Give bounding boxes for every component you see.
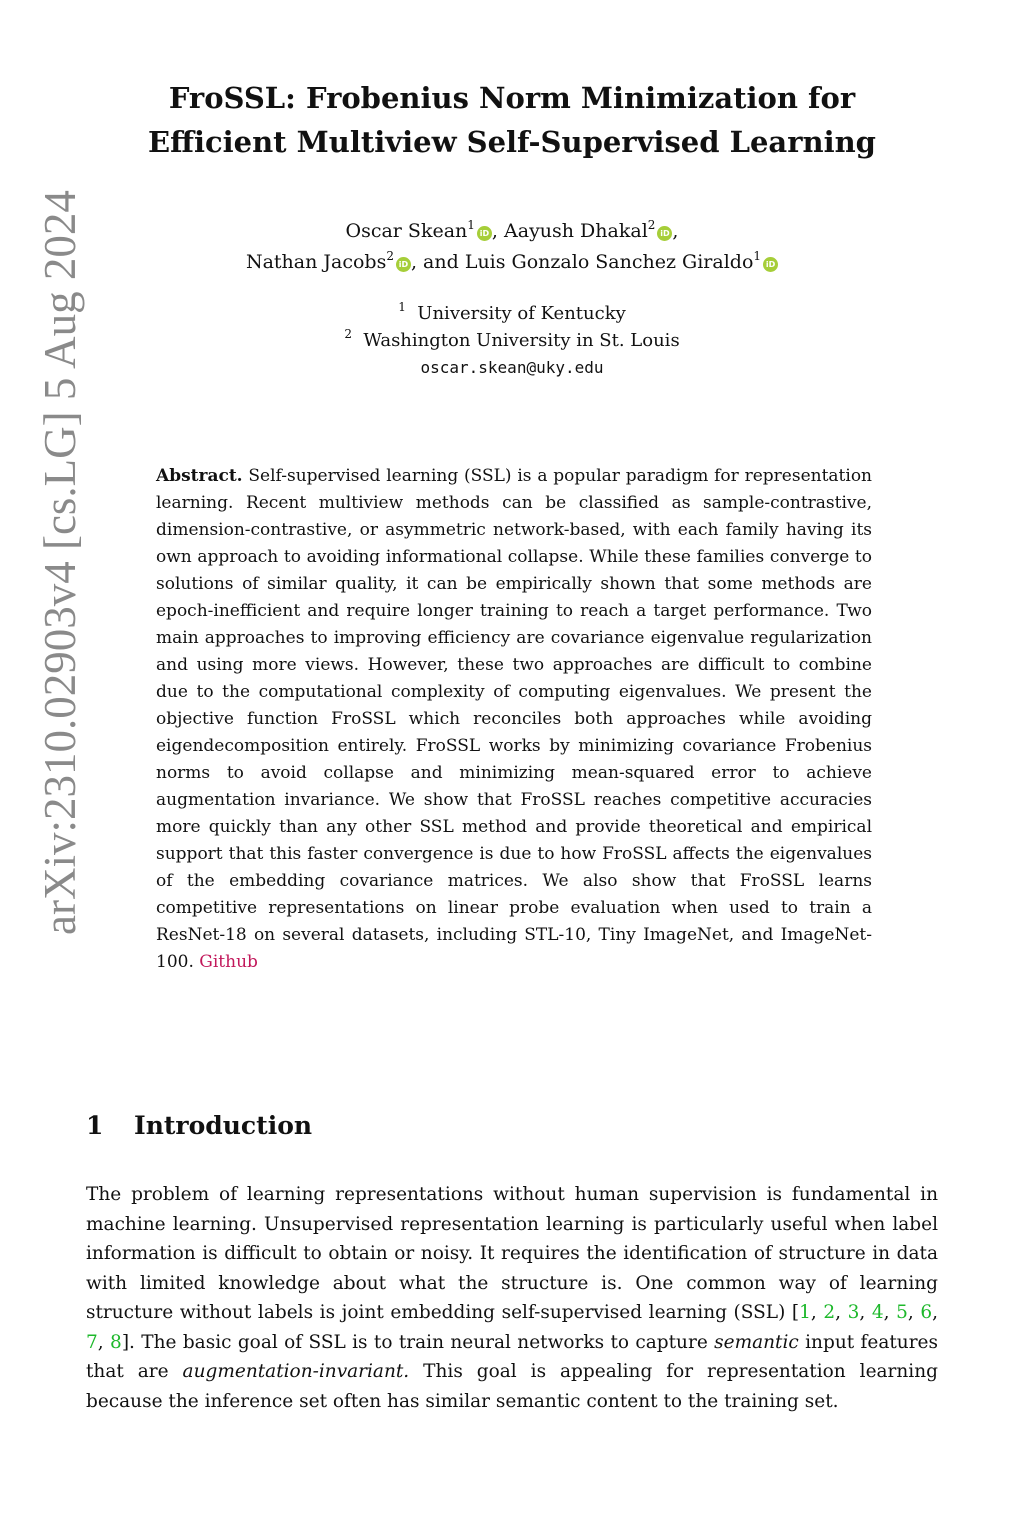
section-number: 1 [86, 1111, 104, 1140]
author-list [100, 216, 924, 278]
abstract-text: Self-supervised learning (SSL) is a popular paradigm for representation learning. Recent multiview methods can be classified as sample-contrastive, dimension-contrastive, or asymmetric network-based, with each family having its own approach to avoiding informational collapse. While these families converge to solutions of similar quality, it can be empirically shown that some methods are epoch-inefficient and require longer training to reach a target performance. Two main approaches to improving efficiency are covariance eigenvalue regularization and using more views. However, these two approaches are difficult to combine due to the computational complexity of computing eigenvalues. We present the objective function FroSSL which reconciles both approaches while avoiding eigendecomposition entirely. FroSSL works by minimizing covariance Frobenius norms to avoid collapse and minimizing mean-squared error to achieve augmentation invariance. We show that FroSSL reaches competitive accuracies more quickly than any other SSL method and provide theoretical and empirical support that this faster convergence is due to how FroSSL affects the eigenvalues of the embedding covariance matrices. We also show that FroSSL learns competitive representations on linear probe evaluation when used to train a ResNet-18 on several datasets, including STL-10, Tiny ImageNet, and ImageNet-100. [156, 466, 872, 972]
intro-text: This goal is appealing for representation learning because the inference set often has similar semantic content to the training set. [86, 1361, 938, 1412]
author-affiliation-mark: 2 [386, 249, 394, 263]
affiliation-1 [100, 300, 924, 327]
orcid-icon[interactable]: iD [763, 257, 778, 272]
emphasis-semantic: semantic [714, 1331, 799, 1353]
section-heading-introduction [86, 1108, 312, 1144]
author-separator: , and [410, 251, 459, 273]
title-line-2: Efficient Multiview Self-Supervised Learning [148, 125, 876, 159]
author-line-2 [100, 247, 924, 278]
author-affiliation-mark: 2 [647, 218, 656, 232]
affiliation-number: 2 [344, 327, 352, 341]
contact-email[interactable]: oscar.skean@uky.edu [420, 358, 604, 377]
orcid-icon[interactable]: iD [396, 257, 411, 272]
author-separator: , [672, 220, 679, 242]
arxiv-identifier: arXiv:2310.02903v4 [cs.LG] 5 Aug 2024 [35, 190, 85, 935]
introduction-paragraph: The problem of learning representations without human supervision is fundamental in machine learning. Unsupervised representation learning is particularly useful when label information is difficult to obtain or noisy. It requires the identification of structure in data with limited knowledge about what the structure is. One common way of learning structure without labels is joint embedding self-supervised learning (SSL) [1, 2, 3, 4, 5, 6, 7, 8]. The basic goal of SSL is to train neural networks to capture semantic input features that are augmentation-invariant. This goal is appealing for representation learning because the inference set often has similar semantic content to the training set. [86, 1184, 939, 1412]
github-link[interactable]: Github [199, 952, 258, 972]
citation-link[interactable]: 5 [896, 1302, 908, 1323]
intro-text: ]. The basic goal of SSL is to train neural networks to capture [121, 1331, 715, 1353]
affiliation-number: 1 [398, 300, 406, 314]
abstract [156, 463, 872, 976]
author-affiliation-mark: 1 [753, 249, 762, 263]
affiliation-list [100, 300, 924, 381]
author-name: Oscar Skean [345, 220, 468, 242]
section-title: Introduction [134, 1111, 313, 1140]
paper-title [100, 76, 924, 164]
citation-link[interactable]: 7 [86, 1331, 98, 1353]
author-name: Luis Gonzalo Sanchez Giraldo [464, 251, 754, 273]
arxiv-side-stamp [30, 90, 90, 935]
citation-link[interactable]: 8 [110, 1331, 122, 1353]
orcid-icon[interactable]: iD [477, 226, 492, 241]
affiliation-name: Washington University in St. Louis [363, 330, 680, 351]
citation-link[interactable]: 2 [823, 1302, 836, 1323]
author-line-1 [100, 216, 924, 247]
citation-link[interactable]: 6 [920, 1302, 933, 1323]
author-separator: , [491, 220, 498, 242]
citation-link[interactable]: 4 [871, 1302, 884, 1323]
title-line-1: FroSSL: Frobenius Norm Minimization for [168, 81, 856, 115]
affiliation-name: University of Kentucky [417, 303, 626, 324]
author-name: Aayush Dhakal [504, 220, 648, 242]
emphasis-augmentation-invariant: augmentation-invariant. [182, 1361, 410, 1382]
affiliation-2 [100, 327, 924, 354]
author-affiliation-mark: 1 [467, 218, 475, 232]
intro-text: The problem of learning representations without human supervision is fundamental in machine learning. Unsupervised representation learning is particularly useful when label information is difficult to obtain or noisy. It requires the identification of structure in data with limited knowledge about what the structure is. One common way of learning structure without labels is joint embedding self-supervised learning (SSL) [ [86, 1184, 938, 1323]
citation-link[interactable]: 3 [847, 1302, 860, 1323]
author-name: Nathan Jacobs [245, 251, 387, 273]
intro-text: input features that are [86, 1331, 938, 1382]
orcid-icon[interactable]: iD [657, 226, 672, 241]
abstract-label: Abstract. [156, 466, 243, 486]
citation-link[interactable]: 1 [799, 1302, 811, 1323]
